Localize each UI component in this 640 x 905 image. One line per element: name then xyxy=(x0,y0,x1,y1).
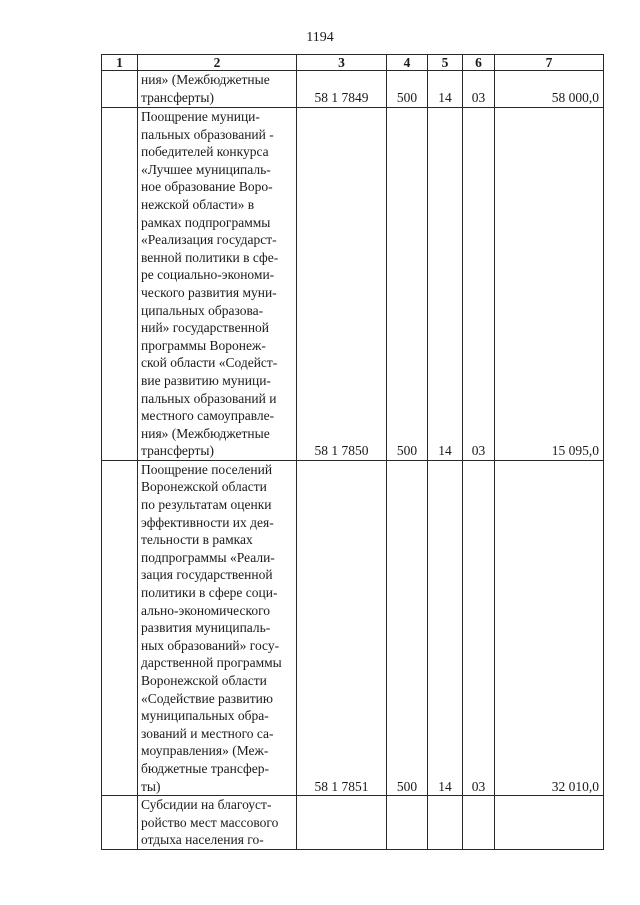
row-vr: 500 xyxy=(387,71,428,108)
table-row xyxy=(102,108,604,461)
row-amount: 32 010,0 xyxy=(495,460,604,795)
row-amount: 15 095,0 xyxy=(495,108,604,461)
row-vr: 500 xyxy=(387,460,428,795)
row-number-cell xyxy=(102,796,138,850)
header-col-6: 6 xyxy=(463,55,495,71)
row-pr: 03 xyxy=(463,71,495,108)
row-pr: 03 xyxy=(463,460,495,795)
row-code: 58 1 7849 xyxy=(297,71,387,108)
page-number: 1194 xyxy=(306,30,334,45)
row-rz xyxy=(428,796,463,850)
row-code: 58 1 7851 xyxy=(297,460,387,795)
header-col-5: 5 xyxy=(428,55,463,71)
row-name: ния» (Межбюджетные трансферты) xyxy=(138,71,297,108)
row-rz: 14 xyxy=(428,460,463,795)
row-code xyxy=(297,796,387,850)
header-col-3: 3 xyxy=(297,55,387,71)
row-name: Поощрение поселений Воронежской области по результатам оценки эффективности их дея- тельности в рамках подпрограммы «Реали- зация государственной политики в сфере соци- ально-экономического развития муниципаль- ных образований» госу- дарственной программы Воронежской области «Содействие развитию муниципальных обра- зований и местного са- моуправления» (Меж- бюджетные трансфер- ты) xyxy=(138,460,297,795)
row-name: Поощрение муници- пальных образований - победителей конкурса «Лучшее муниципаль- ное образование Воро- нежской области» в рамках подпрограммы «Реализация государст- венной политики в сфе- ре социально-экономи- ческого развития муни- ципальных образова- ний» государственной программы Воронеж- ской области «Содейст- вие развитию муници- пальных образований и местного самоуправле- ния» (Межбюджетные трансферты) xyxy=(138,108,297,461)
row-rz: 14 xyxy=(428,108,463,461)
row-number-cell xyxy=(102,460,138,795)
row-pr xyxy=(463,796,495,850)
row-name: Субсидии на благоуст- ройство мест массового отдыха населения го- xyxy=(138,796,297,850)
table-row xyxy=(102,71,604,108)
table-row xyxy=(102,460,604,795)
row-code: 58 1 7850 xyxy=(297,108,387,461)
header-col-7: 7 xyxy=(495,55,604,71)
row-rz: 14 xyxy=(428,71,463,108)
header-row xyxy=(102,55,604,71)
row-vr xyxy=(387,796,428,850)
row-number-cell xyxy=(102,108,138,461)
row-pr: 03 xyxy=(463,108,495,461)
row-number-cell xyxy=(102,71,138,108)
row-vr: 500 xyxy=(387,108,428,461)
table-row xyxy=(102,796,604,850)
header-col-2: 2 xyxy=(138,55,297,71)
header-col-4: 4 xyxy=(387,55,428,71)
row-amount: 58 000,0 xyxy=(495,71,604,108)
header-col-1: 1 xyxy=(102,55,138,71)
budget-table xyxy=(101,54,604,850)
row-amount xyxy=(495,796,604,850)
